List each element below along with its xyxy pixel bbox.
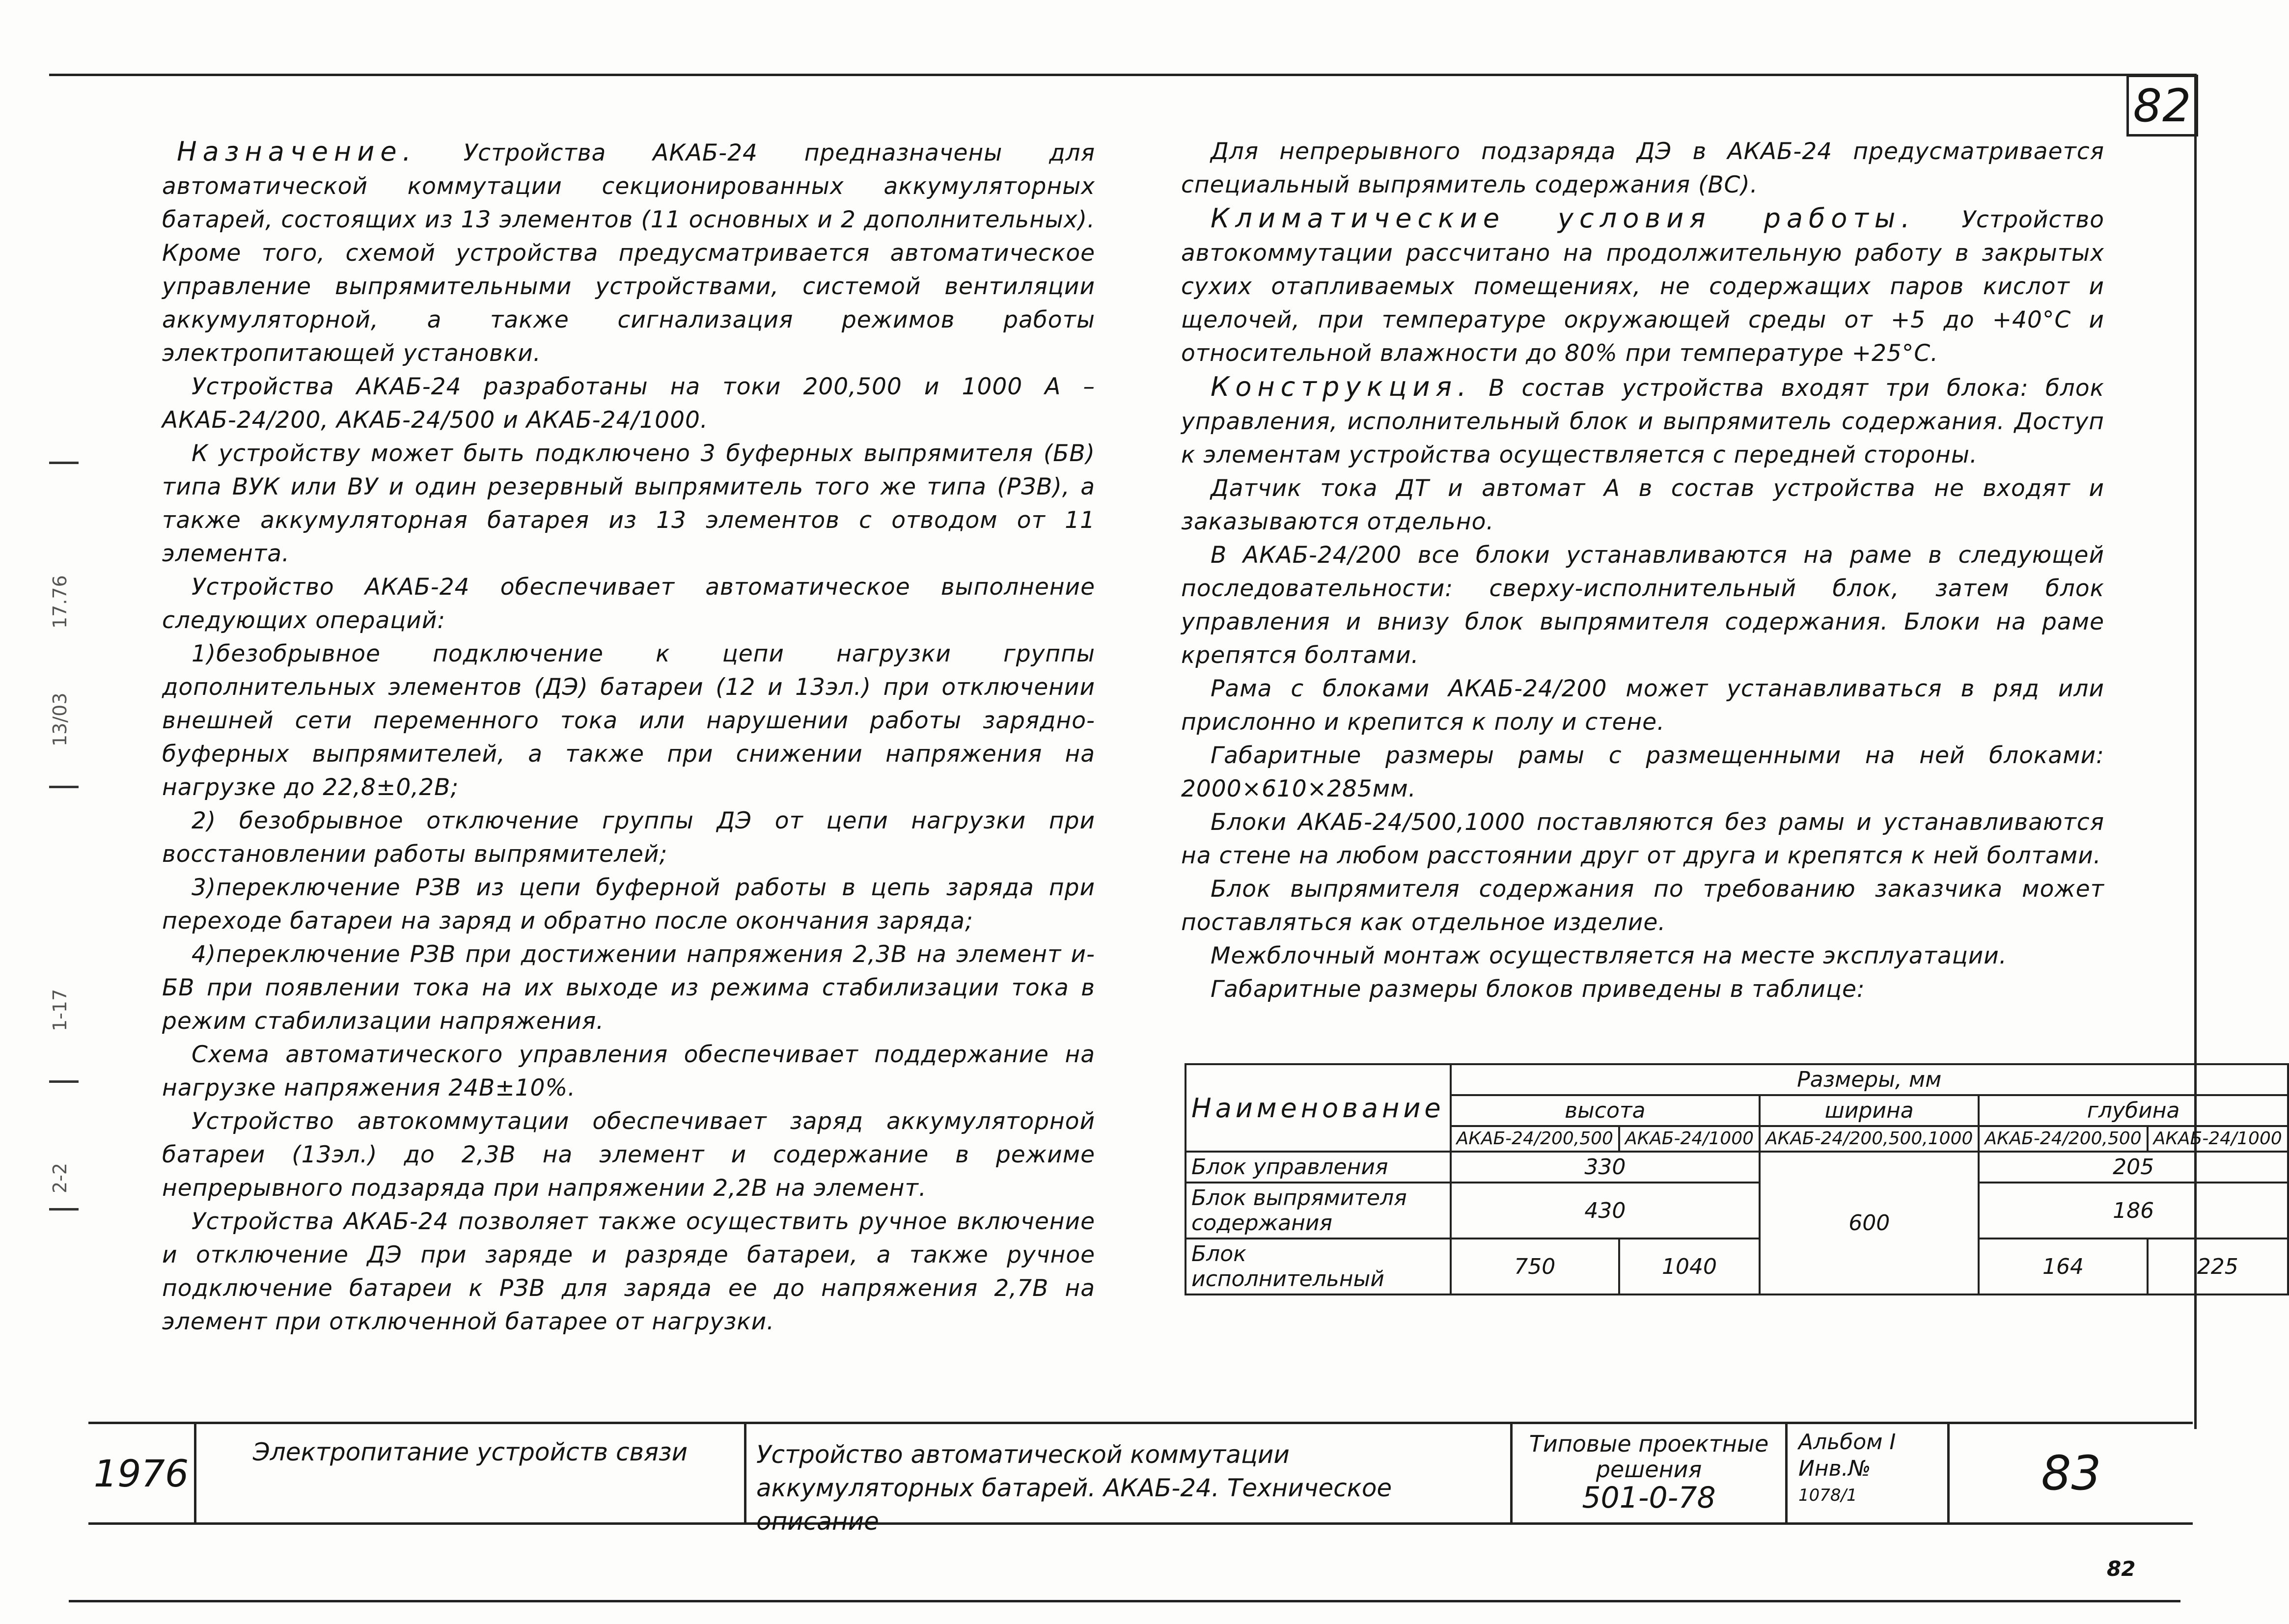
cell-depth: 186 — [1979, 1183, 2288, 1239]
margin-note: 2-2 — [49, 1162, 71, 1193]
bottom-page-number: 82 — [2107, 1557, 2136, 1581]
cell-height: 1040 — [1619, 1239, 1760, 1294]
paragraph: 4)переключение РЗВ при достижении напряжения 2,3В на элемент и-БВ при появлении тока на их выходе из режима стабилизации тока в режим стабилизации напряжения. — [162, 941, 1095, 1035]
cell-depth: 164 — [1979, 1239, 2147, 1294]
cell-depth: 205 — [1979, 1152, 2288, 1183]
section-heading: Климатические условия работы. — [1211, 203, 1916, 234]
title-block — [88, 1422, 2193, 1536]
row-name: Блок выпрямителя содержания — [1186, 1183, 1451, 1239]
paragraph: Межблочный монтаж осуществляется на месте эксплуатации. — [1211, 942, 2007, 969]
inv-label: Инв.№ — [1798, 1456, 1871, 1481]
left-text-column — [162, 135, 1095, 1339]
margin-tick — [49, 1080, 79, 1083]
frame-top-line — [49, 74, 2195, 76]
cell-height: 430 — [1451, 1183, 1760, 1239]
width-header: ширина — [1760, 1095, 1979, 1126]
paragraph: Назначение. Устройства АКАБ-24 предназначены для автоматической коммутации секционированных аккумуляторных батарей, состоящих из 13 элементов (11 основных и 2 дополнительных). Кроме того, схемой устройства предусматривается автоматическое управление выпрямительными устройствами, системой вентиляции аккумуляторной, а также сигнализация режимов работы электропитающей установки. — [162, 136, 1095, 367]
row-name: Блок исполнительный — [1186, 1239, 1451, 1294]
album-label: Альбом I — [1798, 1430, 1896, 1455]
paragraph: 2) безобрывное отключение группы ДЭ от цепи нагрузки при восстановлении работы выпрямителей; — [162, 807, 1095, 868]
name-header: Наименование — [1186, 1064, 1451, 1152]
stamp-title: Устройство автоматической коммутации аккумуляторных батарей. АКАБ-24. Техническое описание — [746, 1424, 1513, 1522]
stamp-album — [1788, 1424, 1950, 1522]
paragraph: Датчик тока ДТ и автомат А в состав устройства не входят и заказываются отдельно. — [1181, 475, 2104, 535]
paragraph: Схема автоматического управления обеспечивает поддержание на нагрузке напряжения 24В±10%. — [162, 1041, 1095, 1101]
paragraph: Устройство АКАБ-24 обеспечивает автоматическое выполнение следующих операций: — [162, 574, 1095, 634]
sizes-header: Размеры, мм — [1451, 1064, 2288, 1095]
margin-note: 13/03 — [49, 692, 71, 746]
paragraph: Устройства АКАБ-24 разработаны на токи 200,500 и 1000 А – АКАБ-24/200, АКАБ-24/500 и АКАБ-24/1000. — [162, 373, 1095, 434]
paragraph: Блок выпрямителя содержания по требованию заказчика может поставляться как отдельное изделие. — [1181, 876, 2104, 936]
height-header: высота — [1451, 1095, 1760, 1126]
row-name: Блок управления — [1186, 1152, 1451, 1183]
cell-depth: 225 — [2148, 1239, 2288, 1294]
paragraph: Конструкция. В состав устройства входят три блока: блок управления, исполнительный блок и выпрямитель содержания. Доступ к элементам устройства осуществляется с передней стороны. — [1181, 371, 2104, 468]
cell-height: 750 — [1451, 1239, 1619, 1294]
table-header-row — [1186, 1064, 2288, 1095]
margin-marks — [29, 138, 79, 1463]
subheader: АКАБ-24/200,500 — [1451, 1126, 1619, 1152]
section-heading: Конструкция. — [1211, 371, 1472, 402]
subheader: АКАБ-24/1000 — [2148, 1126, 2288, 1152]
paragraph: 1)безобрывное подключение к цепи нагрузки группы дополнительных элементов (ДЭ) батареи (12 и 13эл.) при отключении внешней сети переменного тока или нарушении работы зарядно-буферных выпрямителей, а также при снижении напряжения на нагрузке до 22,8±0,2В; — [162, 640, 1095, 801]
stamp-page: 83 — [2041, 1446, 2101, 1501]
paragraph: К устройству может быть подключено 3 буферных выпрямителя (БВ) типа ВУК или ВУ и один резервный выпрямитель того же типа (РЗВ), а также аккумуляторная батарея из 13 элементов с отводом от 11 элемента. — [162, 440, 1095, 567]
margin-tick — [49, 462, 79, 464]
paragraph: 3)переключение РЗВ из цепи буферной работы в цепь заряда при переходе батареи на заряд и обратно после окончания заряда; — [162, 874, 1095, 935]
margin-note: 17.76 — [49, 575, 71, 629]
paragraph: В АКАБ-24/200 все блоки устанавливаются на раме в следующей последовательности: сверху-исполнительный блок, затем блок управления и внизу блок выпрямителя содержания. Блоки на раме крепятся болтами. — [1181, 542, 2104, 669]
subheader: АКАБ-24/1000 — [1619, 1126, 1760, 1152]
cell-height: 330 — [1451, 1152, 1760, 1183]
paragraph: Устройство автокоммутации обеспечивает заряд аккумуляторной батареи (13эл.) до 2,3В на элемент и содержание в режиме непрерывного подзаряда при напряжении 2,2В на элемент. — [162, 1108, 1095, 1202]
table-row — [1186, 1239, 2288, 1294]
inv-number: 1078/1 — [1798, 1486, 1857, 1505]
paragraph: Для непрерывного подзаряда ДЭ в АКАБ-24 предусматривается специальный выпрямитель содержания (ВС). — [1181, 138, 2104, 198]
cell-width: 600 — [1760, 1152, 1979, 1294]
paragraph: Блоки АКАБ-24/500,1000 поставляются без рамы и устанавливаются на стене на любом расстоянии друг от друга и крепятся к ней болтами. — [1181, 809, 2104, 869]
margin-tick — [49, 786, 79, 788]
margin-tick — [49, 1208, 79, 1211]
section-heading: Назначение. — [177, 136, 417, 167]
series-number: 501-0-78 — [1582, 1481, 1716, 1515]
table-row — [1186, 1183, 2288, 1239]
paragraph: Габаритные размеры рамы с размещенными на ней блоками: 2000×610×285мм. — [1181, 742, 2104, 802]
depth-header: глубина — [1979, 1095, 2288, 1126]
stamp-series — [1513, 1424, 1788, 1522]
paragraph: Устройства АКАБ-24 позволяет также осуществить ручное включение и отключение ДЭ при заряде и разряде батареи, а также ручное подключение батареи к РЗВ для заряда ее до напряжения 2,7В на элемент при отключенной батарее от нагрузки. — [162, 1208, 1095, 1335]
subheader: АКАБ-24/200,500,1000 — [1760, 1126, 1979, 1152]
table-row — [1186, 1152, 2288, 1183]
series-label: Типовые проектные решения — [1529, 1431, 1769, 1483]
dimensions-table — [1185, 1063, 2289, 1295]
sheet-number-box: 82 — [2126, 75, 2198, 137]
frame-bottom-line — [69, 1600, 2180, 1602]
paragraph: Рама с блоками АКАБ-24/200 может устанавливаться в ряд или прислонно и крепится к полу и стене. — [1181, 675, 2104, 736]
paragraph: Габаритные размеры блоков приведены в таблице: — [1211, 976, 1865, 1003]
stamp-year: 1976 — [88, 1424, 196, 1522]
margin-note: 1-17 — [49, 989, 71, 1031]
subheader: АКАБ-24/200,500 — [1979, 1126, 2147, 1152]
right-text-column — [1181, 135, 2104, 1006]
stamp-section: Электропитание устройств связи — [196, 1424, 746, 1522]
paragraph: Климатические условия работы. Устройство автокоммутации рассчитано на продолжительную работу в закрытых сухих отапливаемых помещениях, не содержащих паров кислот и щелочей, при температуре окружающей среды от +5 до +40°С и относительной влажности до 80% при температуре +25°С. — [1181, 203, 2105, 367]
